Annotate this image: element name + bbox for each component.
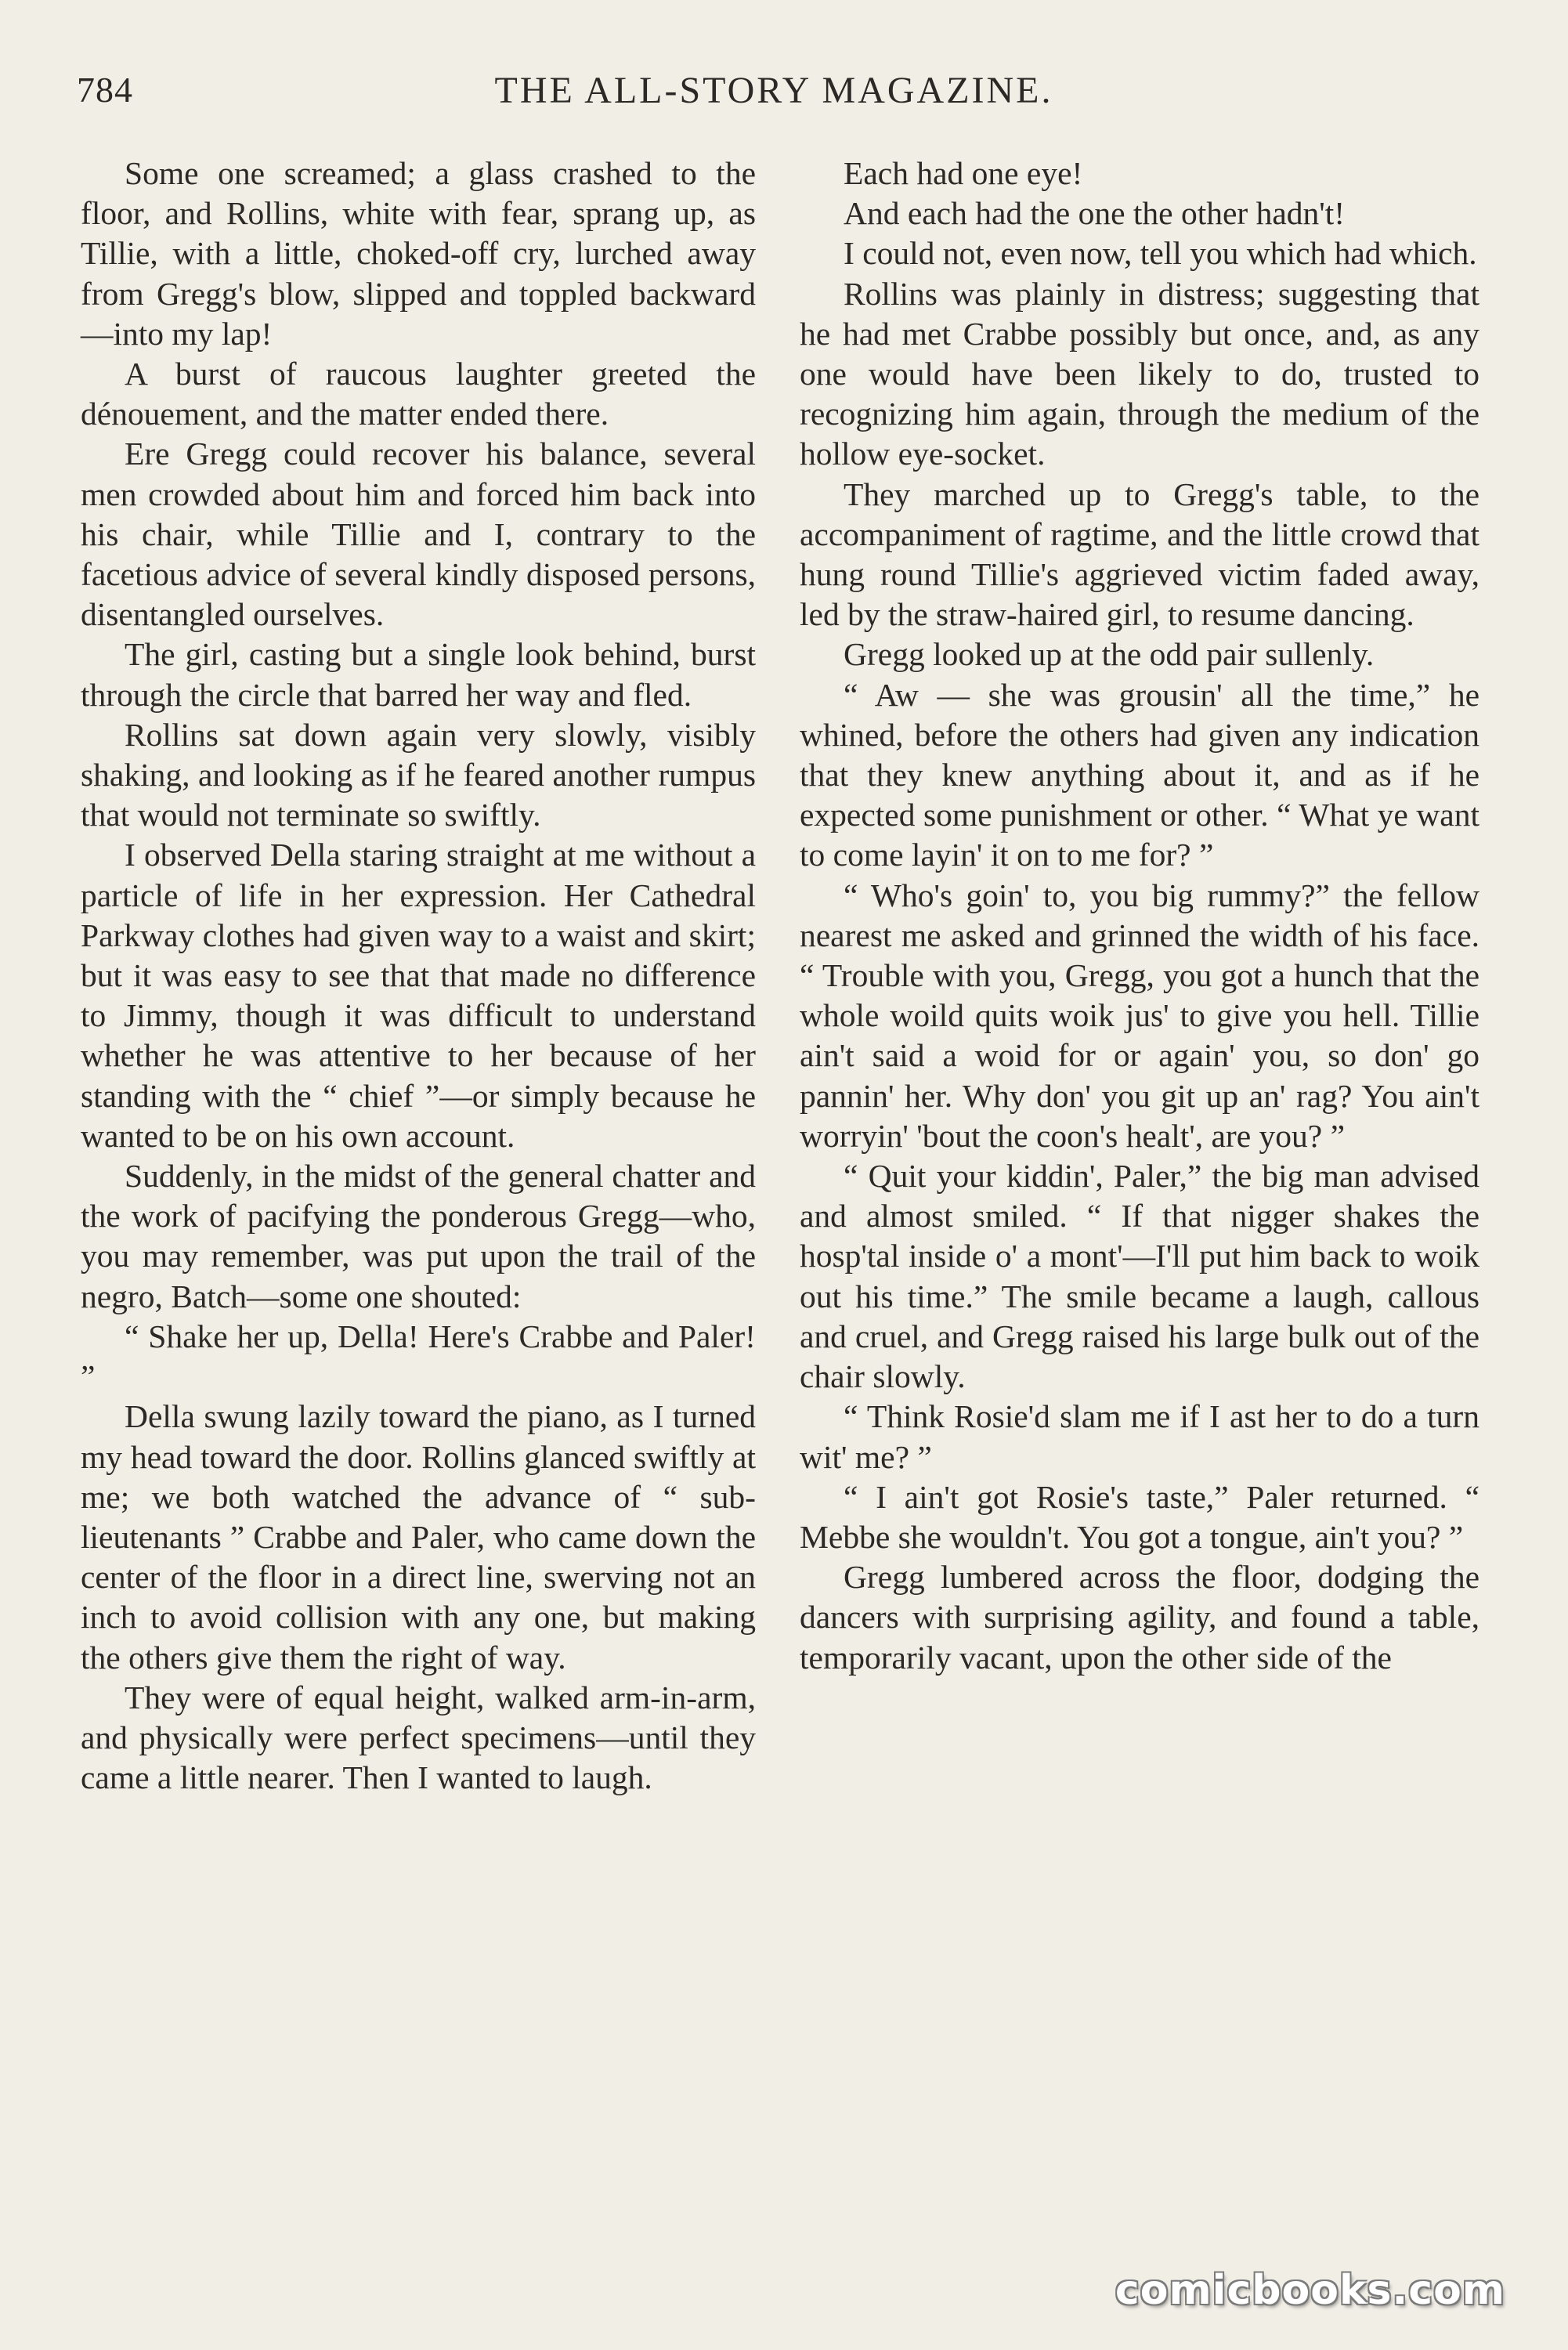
magazine-title: THE ALL-STORY MAGAZINE. bbox=[494, 70, 1053, 111]
paragraph: Della swung lazily toward the piano, as I turned my head toward the door. Rollins glanced swiftly at me; we both watched the advance of “ sub-lieutenants ” Crabbe and Paler, who came down the center of the floor in a direct line, swerving not an inch to avoid collision with any one, but making the others give them the right of way. bbox=[81, 1398, 756, 1676]
paragraph: The girl, casting but a single look behind, burst through the circle that barred her way and fled. bbox=[81, 636, 756, 713]
right-column bbox=[800, 154, 1479, 1678]
site-watermark: comicbooks.com bbox=[1115, 2267, 1505, 2314]
page-number: 784 bbox=[77, 70, 133, 110]
paragraph: “ I ain't got Rosie's taste,” Paler returned. “ Mebbe she wouldn't. You got a tongue, ain't you? ” bbox=[800, 1478, 1479, 1555]
paragraph: Ere Gregg could recover his balance, several men crowded about him and forced him back into his chair, while Tillie and I, contrary to the facetious advice of several kindly disposed persons, disentangled ourselves. bbox=[81, 436, 756, 633]
paragraph: I could not, even now, tell you which had which. bbox=[844, 235, 1477, 272]
paragraph: “ Who's goin' to, you big rummy?” the fellow nearest me asked and grinned the width of his face. “ Trouble with you, Gregg, you got a hunch that the whole woild quits woik jus' to give you hell. Tillie ain't said a woid for or again' you, so don' go pannin' her. Why don' you git up an' rag? You ain't worryin' 'bout the coon's healt', are you? ” bbox=[800, 877, 1479, 1154]
paragraph: “ Aw — she was grousin' all the time,” he whined, before the others had given any indication that they knew anything about it, and as if he expected some punishment or other. “ What ye want to come layin' it on to me for? ” bbox=[800, 676, 1479, 873]
paragraph: “ Shake her up, Della! Here's Crabbe and Paler! ” bbox=[81, 1318, 756, 1395]
paragraph: “ Quit your kiddin', Paler,” the big man advised and almost smiled. “ If that nigger shakes the hosp'tal inside o' a mont'—I'll put him back to woik out his time.” The smile became a laugh, callous and cruel, and Gregg raised his large bulk out of the chair slowly. bbox=[800, 1158, 1479, 1395]
paragraph: Each had one eye! bbox=[844, 155, 1083, 191]
paragraph: A burst of raucous laughter greeted the dénouement, and the matter ended there. bbox=[81, 356, 756, 432]
paragraph: Rollins was plainly in distress; suggesting that he had met Crabbe possibly but once, and, as any one would have been likely to do, trusted to recognizing him again, through the medium of the hollow eye-socket. bbox=[800, 275, 1479, 472]
paragraph: They were of equal height, walked arm-in-arm, and physically were perfect specimens—until they came a little nearer. Then I wanted to laugh. bbox=[81, 1679, 756, 1796]
page-header bbox=[77, 69, 1471, 124]
left-column bbox=[81, 154, 756, 1798]
paragraph: Gregg lumbered across the floor, dodging the dancers with surprising agility, and found a table, temporarily vacant, upon the other side of the bbox=[800, 1559, 1479, 1676]
paragraph: Some one screamed; a glass crashed to the floor, and Rollins, white with fear, sprang up, as Tillie, with a little, choked-off cry, lurched away from Gregg's blow, slipped and toppled backward—into my lap! bbox=[81, 155, 756, 352]
paragraph: They marched up to Gregg's table, to the accompaniment of ragtime, and the little crowd that hung round Tillie's aggrieved victim faded away, led by the straw-haired girl, to resume dancing. bbox=[800, 475, 1479, 633]
paragraph: Gregg looked up at the odd pair sullenly. bbox=[844, 636, 1375, 673]
paragraph: Rollins sat down again very slowly, visibly shaking, and looking as if he feared another rumpus that would not terminate so swiftly. bbox=[81, 716, 756, 833]
paragraph: And each had the one the other hadn't! bbox=[844, 195, 1346, 232]
paragraph: Suddenly, in the midst of the general chatter and the work of pacifying the ponderous Gregg—who, you may remember, was put upon the trail of the negro, Batch—some one shouted: bbox=[81, 1158, 756, 1314]
paragraph: “ Think Rosie'd slam me if I ast her to do a turn wit' me? ” bbox=[800, 1398, 1479, 1475]
paragraph: I observed Della staring straight at me without a particle of life in her expression. Her Cathedral Parkway clothes had given way to a waist and skirt; but it was easy to see that that made no difference to Jimmy, though it was difficult to understand whether he was attentive to her because of her standing with the “ chief ”—or simply because he wanted to be on his own account. bbox=[81, 837, 756, 1154]
